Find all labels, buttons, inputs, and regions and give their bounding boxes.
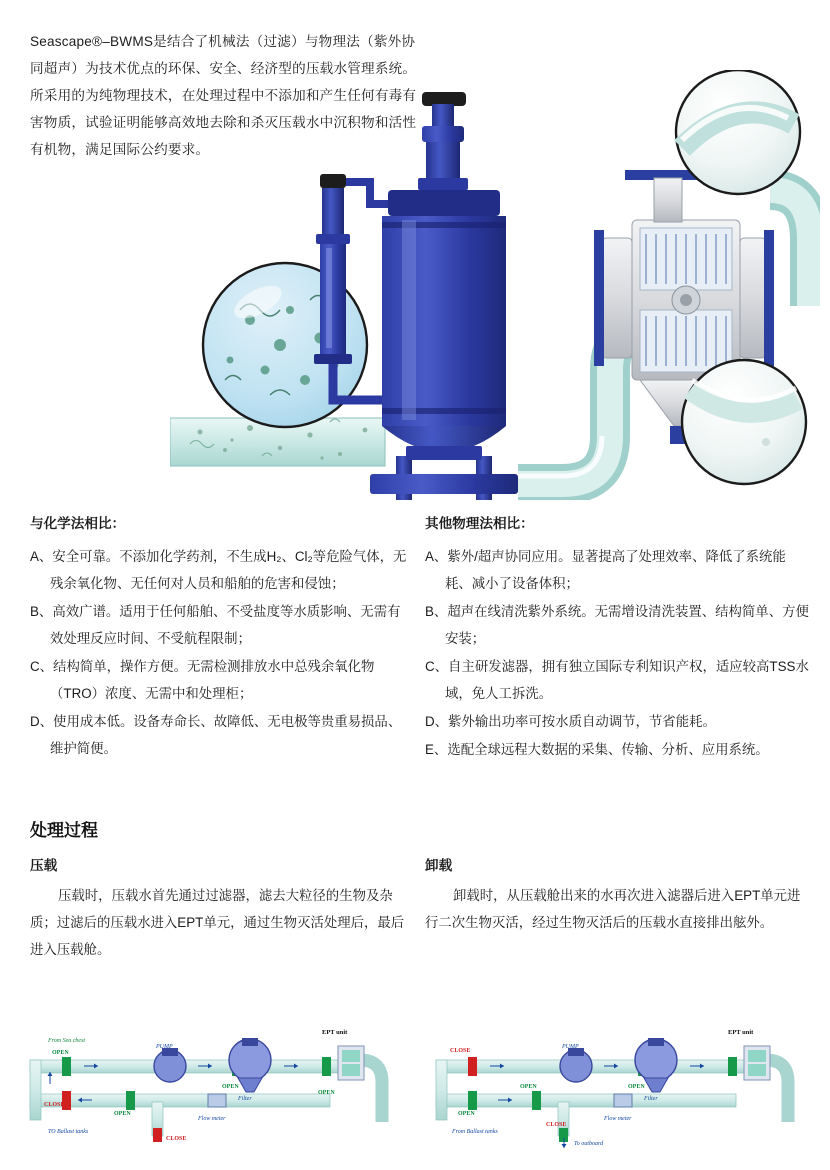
svg-text:Flow meter: Flow meter [604,1116,632,1122]
svg-text:From Ballast tanks: From Ballast tanks [452,1129,498,1135]
pipe-detail-zoom-top [676,70,800,194]
list-item: D、使用成本低。设备寿命长、故障低、无电极等贵重易损品、维护简便。 [30,714,402,756]
comparison-physical-list [425,543,810,763]
svg-text:To outboard: To outboard [574,1141,604,1147]
list-item: A、紫外/超声协同应用。显著提高了处理效率、降低了系统能耗、减小了设备体积； [425,549,786,591]
deballast-subtitle: 卸载 [425,858,453,873]
svg-text:PUMP: PUMP [562,1044,579,1050]
comparison-physical [425,510,810,764]
svg-text:From Sea chest: From Sea chest [48,1038,86,1044]
svg-text:OPEN: OPEN [114,1111,131,1117]
svg-text:OPEN: OPEN [52,1050,69,1056]
deballast-text: 卸载时，从压载舱出来的水再次进入滤器后进入EPT单元进行二次生物灭活，经过生物灭活后的压载水直接排出舷外。 [425,888,801,930]
pipe-detail-zoom-bottom [682,360,806,484]
svg-text:EPT unit: EPT unit [728,1029,754,1036]
list-item: C、结构简单，操作方便。无需检测排放水中总残余氧化物（TRO）浓度、无需中和处理柜； [30,659,375,701]
svg-text:CLOSE: CLOSE [44,1102,65,1108]
svg-text:EPT unit: EPT unit [322,1029,348,1036]
svg-text:Filter: Filter [238,1096,252,1102]
comparison-chemical [30,510,410,763]
svg-text:CLOSE: CLOSE [166,1136,187,1142]
ballast-flow-diagram [22,1002,402,1152]
svg-text:OPEN: OPEN [222,1084,239,1090]
list-item: D、紫外输出功率可按水质自动调节，节省能耗。 [425,714,716,729]
list-item: C、自主研发滤器，拥有独立国际专利知识产权，适应较高TSS水域，免人工拆洗。 [425,659,809,701]
ballast-subtitle: 压载 [30,858,58,873]
svg-text:Filter: Filter [644,1096,658,1102]
deballast-flow-diagram [428,1002,808,1152]
svg-text:TO Ballast tanks: TO Ballast tanks [48,1129,89,1135]
svg-text:OPEN: OPEN [458,1111,475,1117]
svg-text:CLOSE: CLOSE [546,1122,567,1128]
comparison-chemical-list [30,543,410,762]
list-item: B、高效广谱。适用于任何船舶、不受盐度等水质影响、无需有效处理反应时间、不受航程限制； [30,604,401,646]
svg-text:OPEN: OPEN [318,1090,335,1096]
svg-text:PUMP: PUMP [156,1044,173,1050]
intro-paragraph: Seascape®–BWMS是结合了机械法（过滤）与物理法（紫外协同超声）为技术优点的环保、安全、经济型的压载水管理系统。所采用的为纯物理技术，在处理过程中不添加和产生任何有毒有害物质，试验证明能够高效地去除和杀灭压载水中沉积物和活性有机物，满足国际公约要求。 [30,34,417,157]
comparison-chemical-heading: 与化学法相比： [30,516,126,531]
list-item: E、选配全球远程大数据的采集、传输、分析、应用系统。 [425,742,769,757]
upper-return-pipe [770,190,810,306]
svg-text:OPEN: OPEN [628,1084,645,1090]
svg-text:OPEN: OPEN [520,1084,537,1090]
process-title: 处理过程 [30,821,98,840]
list-item: A、安全可靠。不添加化学药剂，不生成H₂、Cl₂等危险气体，无残余氧化物、无任何对人员和船舶的危害和侵蚀； [30,549,407,591]
svg-text:CLOSE: CLOSE [450,1048,471,1054]
bwms-system-illustration [170,70,820,500]
list-item: B、超声在线清洗紫外系统。无需增设清洗装置、结构简单、方便安装； [425,604,809,646]
comparison-physical-heading: 其他物理法相比： [425,516,534,531]
ballast-text: 压载时，压载水首先通过过滤器，滤去大粒径的生物及杂质；过滤后的压载水进入EPT单元，通过生物灭活处理后，最后进入压载舱。 [30,888,405,957]
svg-text:Flow meter: Flow meter [198,1116,226,1122]
